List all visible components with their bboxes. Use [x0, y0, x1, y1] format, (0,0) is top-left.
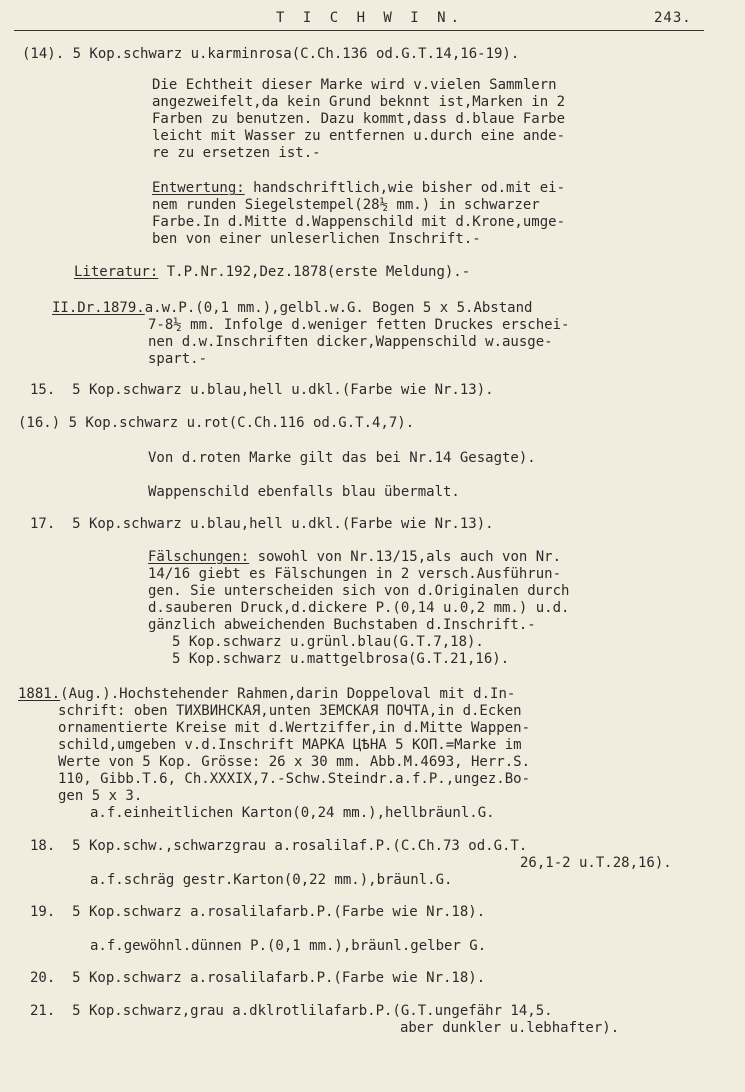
entry-21: 21. 5 Kop.schwarz,grau a.dklrotlilafarb.P.(G.T.ungefähr 14,5. [30, 1003, 553, 1019]
note-line: schild,umgeben v.d.Inschrift МАРКА ЦѢНА 5 КОП.=Marke im [58, 737, 522, 753]
entry-19: 19. 5 Kop.schwarz a.rosalilafarb.P.(Farbe wie Nr.18). [30, 904, 486, 920]
entwertung-heading: Entwertung: [152, 180, 245, 196]
note-line: ornamentierte Kreise mit d.Wertziffer,in d.Mitte Wappen- [58, 720, 531, 736]
note-line: ben von einer unleserlichen Inschrift.- [152, 231, 481, 247]
literatur-line [74, 264, 470, 280]
issue-1881-heading: 1881. [18, 686, 61, 702]
note-line: Farbe.In d.Mitte d.Wappenschild mit d.Krone,umge- [152, 214, 566, 230]
entry-20: 20. 5 Kop.schwarz a.rosalilafarb.P.(Farbe wie Nr.18). [30, 970, 486, 986]
entry-15: 15. 5 Kop.schwarz u.blau,hell u.dkl.(Farbe wie Nr.13). [30, 382, 494, 398]
paper-line: a.f.einheitlichen Karton(0,24 mm.),hellbräunl.G. [90, 805, 495, 821]
faelschungen-line [148, 549, 561, 565]
variant-line: 5 Kop.schwarz u.grünl.blau(G.T.7,18). [172, 634, 484, 650]
variant-line: 5 Kop.schwarz u.mattgelbrosa(G.T.21,16). [172, 651, 510, 667]
entry-16: (16.) 5 Kop.schwarz u.rot(C.Ch.116 od.G.T.4,7). [18, 415, 415, 431]
note-line: gänzlich abweichenden Buchstaben d.Inschrift.- [148, 617, 536, 633]
note-line: Wappenschild ebenfalls blau übermalt. [148, 484, 460, 500]
faelschungen-text: sowohl von Nr.13/15,als auch von Nr. [249, 549, 562, 565]
druck-ii-text: a.w.P.(0,1 mm.),gelbl.w.G. Bogen 5 x 5.Abstand [144, 300, 533, 316]
entry-14: (14). 5 Kop.schwarz u.karminrosa(C.Ch.136 od.G.T.14,16-19). [22, 46, 520, 62]
page-number: 243. [654, 10, 692, 26]
literatur-heading: Literatur: [74, 264, 159, 280]
faelschungen-heading: Fälschungen: [148, 549, 250, 565]
note-line: schrift: oben ТИХВИНСКАЯ,unten ЗЕМСКАЯ ПОЧТА,in d.Ecken [58, 703, 522, 719]
note-line: Farben zu benutzen. Dazu kommt,dass d.blaue Farbe [152, 111, 566, 127]
entwertung-text: handschriftlich,wie bisher od.mit ei- [244, 180, 566, 196]
note-line: 110, Gibb.T.6, Ch.XXXIX,7.-Schw.Steindr.a.f.P.,ungez.Bo- [58, 771, 531, 787]
note-line: Die Echtheit dieser Marke wird v.vielen Sammlern [152, 77, 557, 93]
paper-line: a.f.schräg gestr.Karton(0,22 mm.),bräunl.G. [90, 872, 453, 888]
entry-18-cont: 26,1-2 u.T.28,16). [520, 855, 672, 871]
note-line: leicht mit Wasser zu entfernen u.durch eine ande- [152, 128, 566, 144]
issue-1881-text: (Aug.).Hochstehender Rahmen,darin Doppeloval mit d.In- [60, 686, 516, 702]
note-line: spart.- [148, 351, 208, 367]
note-line: nen d.w.Inschriften dicker,Wappenschild w.ausge- [148, 334, 553, 350]
header-rule [14, 30, 704, 31]
paper-line: a.f.gewöhnl.dünnen P.(0,1 mm.),bräunl.gelber G. [90, 938, 487, 954]
note-line: d.sauberen Druck,d.dickere P.(0,14 u.0,2 mm.) u.d. [148, 600, 570, 616]
entry-21-cont: aber dunkler u.lebhafter). [400, 1020, 620, 1036]
druck-ii-line [52, 300, 532, 316]
page-header-title: T I C H W I N. [276, 10, 465, 26]
note-line: nem runden Siegelstempel(28½ mm.) in schwarzer [152, 197, 540, 213]
entry-17: 17. 5 Kop.schwarz u.blau,hell u.dkl.(Farbe wie Nr.13). [30, 516, 494, 532]
note-line: re zu ersetzen ist.- [152, 145, 321, 161]
note-line: angezweifelt,da kein Grund beknnt ist,Marken in 2 [152, 94, 566, 110]
note-line: gen 5 x 3. [58, 788, 143, 804]
note-line: Werte von 5 Kop. Grösse: 26 x 30 mm. Abb.M.4693, Herr.S. [58, 754, 531, 770]
issue-1881-line [18, 686, 515, 702]
entry-18: 18. 5 Kop.schw.,schwarzgrau a.rosalilaf.P.(C.Ch.73 od.G.T. [30, 838, 528, 854]
note-line: 14/16 giebt es Fälschungen in 2 versch.Ausführun- [148, 566, 562, 582]
note-line: gen. Sie unterscheiden sich von d.Originalen durch [148, 583, 570, 599]
note-line: 7-8½ mm. Infolge d.weniger fetten Druckes erschei- [148, 317, 570, 333]
note-line: Von d.roten Marke gilt das bei Nr.14 Gesagte). [148, 450, 536, 466]
entwertung-line [152, 180, 565, 196]
literatur-text: T.P.Nr.192,Dez.1878(erste Meldung).- [158, 264, 471, 280]
druck-ii-heading: II.Dr.1879. [52, 300, 145, 316]
